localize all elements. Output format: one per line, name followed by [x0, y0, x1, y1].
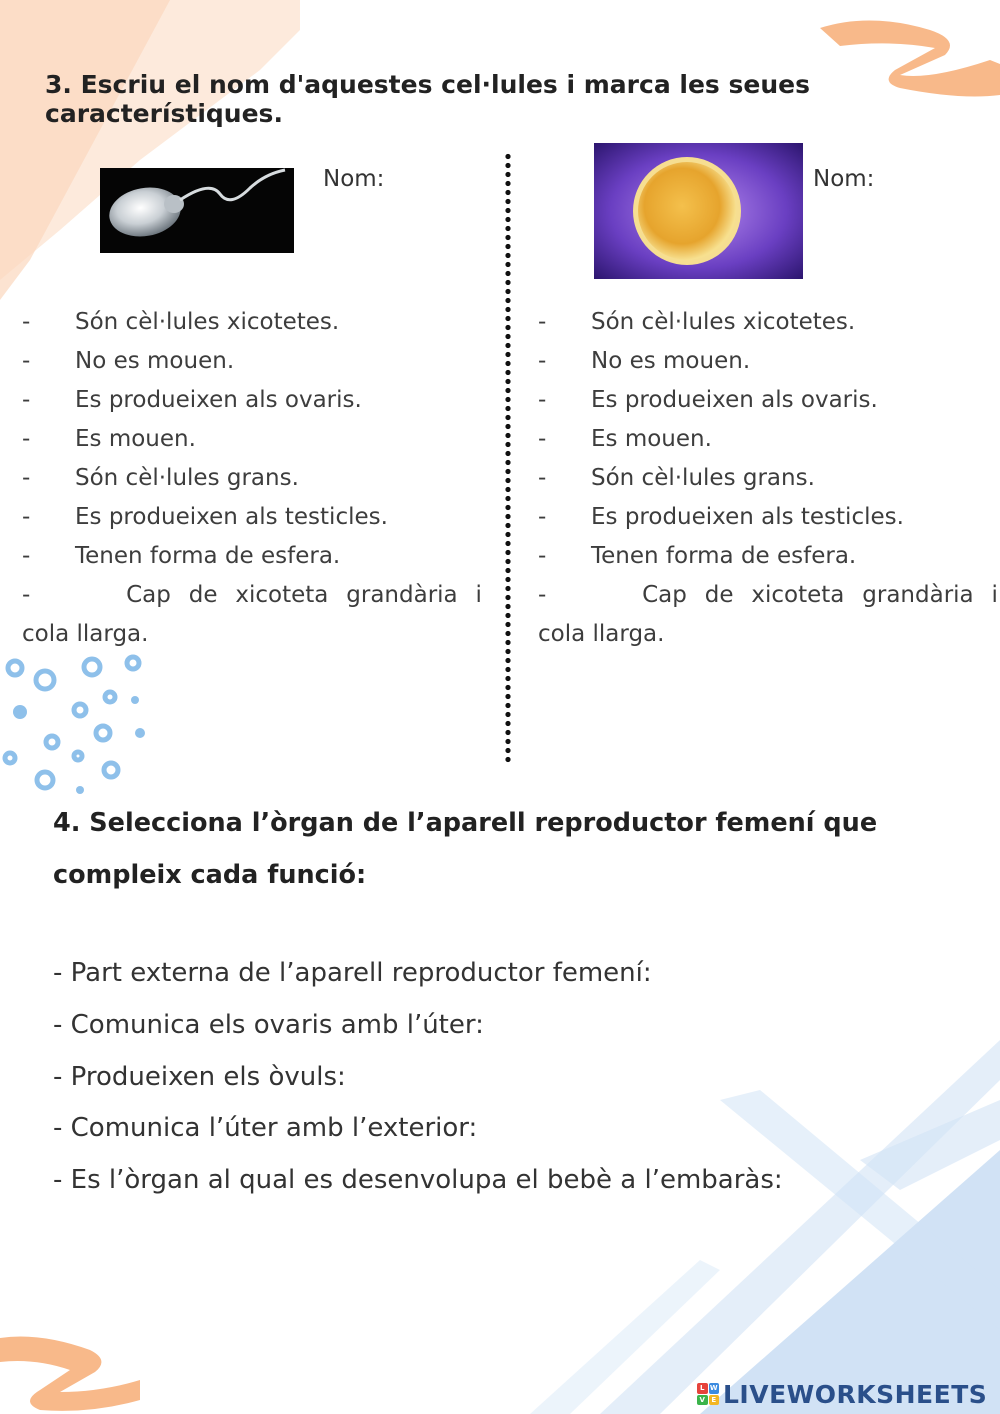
right-characteristics-list — [538, 303, 1000, 654]
section-3-title: 3. Escriu el nom d'aquestes cel·lules i marca les seues característiques. — [45, 70, 810, 128]
left-option[interactable]: - Cap de xicoteta grandària i cola llarga. — [22, 582, 482, 647]
right-option[interactable]: - Es produeixen als testicles. — [538, 504, 904, 530]
right-option[interactable]: - Es produeixen als ovaris. — [538, 387, 878, 413]
egg-cell-image — [594, 143, 803, 279]
right-option[interactable]: - Tenen forma de esfera. — [538, 543, 857, 569]
function-item-external-part: - Part externa de l’aparell reproductor femení: — [53, 958, 652, 988]
logo-text: LIVEWORKSHEETS — [723, 1379, 988, 1409]
logo-mark-icon: L W V E — [697, 1383, 719, 1405]
right-option[interactable]: - No es mouen. — [538, 348, 751, 374]
sperm-cell-image — [100, 168, 294, 253]
function-item-produces-ova: - Produeixen els òvuls: — [53, 1062, 346, 1092]
function-item-connects-uterus: - Comunica l’úter amb l’exterior: — [53, 1113, 478, 1143]
left-option[interactable]: - Són cèl·lules grans. — [22, 465, 299, 491]
left-name-label: Nom: — [323, 166, 385, 192]
function-item-baby-develops: - Es l’òrgan al qual es desenvolupa el bebè a l’embaràs: — [53, 1165, 783, 1195]
column-divider — [505, 152, 511, 764]
section-4-title: 4. Selecciona l’òrgan de l’aparell reproductor femení que compleix cada funció: — [53, 808, 878, 890]
left-option[interactable]: - Es mouen. — [22, 426, 196, 452]
right-option[interactable]: - Són cèl·lules xicotetes. — [538, 309, 856, 335]
right-name-label: Nom: — [813, 166, 875, 192]
right-option[interactable]: - Cap de xicoteta grandària i cola llarga. — [538, 582, 998, 647]
left-characteristics-list — [22, 303, 492, 654]
left-option[interactable]: - Són cèl·lules xicotetes. — [22, 309, 340, 335]
left-option[interactable]: - Es produeixen als ovaris. — [22, 387, 362, 413]
liveworksheets-logo — [697, 1376, 987, 1412]
right-option[interactable]: - Es mouen. — [538, 426, 712, 452]
left-option[interactable]: - Es produeixen als testicles. — [22, 504, 388, 530]
function-item-connects-ovaries: - Comunica els ovaris amb l’úter: — [53, 1010, 484, 1040]
left-option[interactable]: - No es mouen. — [22, 348, 235, 374]
right-option[interactable]: - Són cèl·lules grans. — [538, 465, 815, 491]
left-option[interactable]: - Tenen forma de esfera. — [22, 543, 341, 569]
